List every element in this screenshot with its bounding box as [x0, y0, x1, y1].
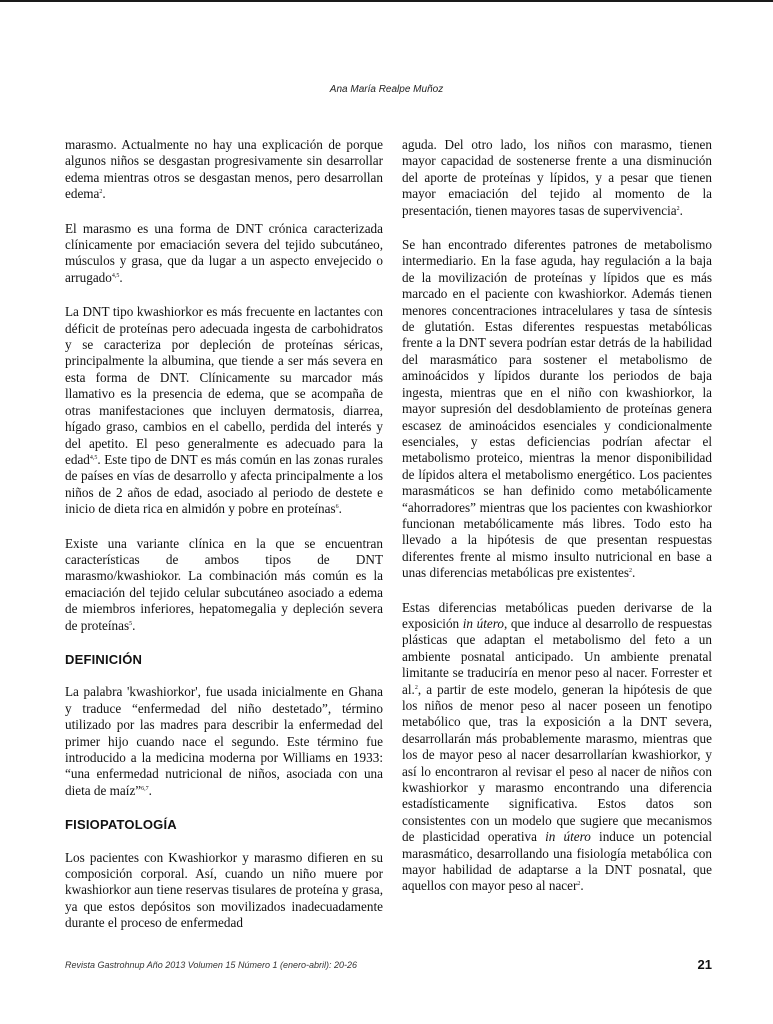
italic-term: in útero	[462, 615, 504, 631]
top-border	[0, 0, 773, 2]
running-header-author: Ana María Realpe Muñoz	[329, 84, 444, 95]
citation-ref: 6	[335, 504, 339, 511]
journal-citation-footer: Revista Gastrohnup Año 2013 Volumen 15 Número 1 (enero-abril): 20-26	[65, 960, 357, 970]
paragraph: Estas diferencias metabólicas pueden derivarse de la exposición in útero, que induce al desarrollo de respuestas plásticas que adaptan el metabolismo del feto a un ambiente posnatal anticipado. Un ambiente prenatal limitante se traduciría en menor peso al nacer. Forrester et al.$^2$, a partir de este modelo, generan la hipótesis de que los niños de menor peso al nacer poseen un fenotipo metabólico que, tras la exposición a la DNT severa, desarrollarán más probablemente marasmo, mientras que los de mayor peso al nacer desarrollarían kwashiorkor, y así lo encontraron al revisar el peso al nacer de niños con kwashiorkor y marasmo encontrando una diferencia estadísticamente significativa. Estos datos son consistentes con un modelo que sugiere que mecanismos de plasticidad operativa in útero induce un potencial marasmático, desarrollando una fisiología metabólica con mayor habilidad de adaptarse a la DNT posnatal, que aquellos con mayor peso al nacer$^2$.	[402, 599, 713, 894]
citation-ref: 2	[629, 568, 633, 575]
paragraph: Los pacientes con Kwashiorkor y marasmo difieren en su composición corporal. Así, cuando un niño muere por kwashiorkor aun tiene reservas tisulares de proteína y grasa, ya que estos depósitos son movilizados inadecuadamente durante el proceso de enfermedad	[65, 849, 383, 931]
paragraph: El marasmo es una forma de DNT crónica caracterizada clínicamente por emaciación severa del tejido subcutáneo, músculos y grasa, que da lugar a un aspecto envejecido o arrugado$^{4,5}$.	[65, 220, 383, 285]
citation-ref: 2	[676, 205, 680, 212]
citation-ref: 6,7	[141, 785, 149, 792]
citation-ref: 2	[577, 881, 581, 888]
section-heading-definicion: DEFINICIÓN	[65, 651, 143, 667]
citation-ref: 5	[129, 620, 133, 627]
right-column	[402, 137, 712, 913]
italic-term: in útero	[545, 829, 591, 845]
page-number: 21	[697, 957, 712, 972]
left-column	[65, 137, 383, 950]
citation-ref: 2	[414, 684, 418, 691]
citation-ref: 4,5	[111, 272, 120, 279]
citation-ref: 2	[99, 189, 103, 196]
paragraph: marasmo. Actualmente no hay una explicación de porque algunos niños se desgastan progresivamente sin desarrollar edema mientras otros se desgastan menos, pero desarrollan edema$^2$.	[65, 137, 383, 202]
paragraph: aguda. Del otro lado, los niños con marasmo, tienen mayor capacidad de sostenerse frente a una disminución del aporte de proteínas y lípidos, y a pesar que tienen mayor emaciación del tejido al momento de la presentación, tienen mayores tasas de supervivencia$^2$.	[402, 137, 712, 218]
citation-ref: 4,5	[89, 454, 98, 461]
section-heading-fisiopatologia: FISIOPATOLOGÍA	[65, 817, 177, 833]
paragraph: La palabra 'kwashiorkor', fue usada inicialmente en Ghana y traduce “enfermedad del niño destetado”, término utilizado por las madres para describir la enfermedad del primer hijo cuando nace el segundo. Este término fue introducido a la medicina moderna por Williams en 1933: “una enfermedad nutricional de niños, asociada con una dieta de maíz”$^{6,7}$.	[65, 684, 383, 798]
paragraph: Existe una variante clínica en la que se encuentran características de ambos tipos de DNT marasmo/kwashiokor. La combinación más común es la emaciación del tejido celular subcutáneo asociado a edema de miembros inferiores, hepatomegalia y depleción severa de proteínas$^5$.	[65, 535, 383, 633]
paragraph: Se han encontrado diferentes patrones de metabolismo intermediario. En la fase aguda, hay regulación a la baja de la movilización de proteínas y lípidos que es más marcado en el paciente con kwashiorkor. Además tienen menores concentraciones intracelulares y tasa de síntesis de glutatión. Estas diferentes respuestas metabólicas frente a la DNT severa podrían estar detrás de la habilidad del marasmático para sostener el metabolismo de aminoácidos y lípidos durante los periodos de baja ingesta, mientras que en el niño con kwashiorkor, la mayor supresión del desdoblamiento de proteínas genera escasez de aminoácidos esenciales y condicionalmente esenciales, y estas deficiencias podrían afectar el metabolismo proteico, mientras la menor disponibilidad de lípidos altera el metabolismo energético. Los pacientes marasmáticos se han definido como metabólicamente “ahorradores” mientras que los pacientes con kwashiorkor funcionan metabólicamente más libres. Todo esto ha llevado a la hipótesis de que presentan respuestas diferentes frente al mismo insulto nutricional en base a unas diferencias metabólicas pre existentes$^2$.	[402, 237, 712, 581]
paragraph: La DNT tipo kwashiorkor es más frecuente en lactantes con déficit de proteínas pero adecuada ingesta de carbohidratos y se caracteriza por depleción de proteínas séricas, principalmente la albumina, que tiende a ser más severa en esta forma de DNT. Clínicamente su marcador más llamativo es la presencia de edema, que se acompaña de otras manifestaciones que incluyen dermatosis, diarrea, hígado graso, cambios en el cabello, perdida del interés y del apetito. El peso generalmente es adecuado para la edad$^{4,5}$. Este tipo de DNT es más común en las zonas rurales de países en vías de desarrollo y afecta principalmente a los niños de 2 años de edad, asociado al periodo de destete e inicio de dieta rica en almidón y pobre en proteínas$^6$.	[65, 304, 383, 517]
